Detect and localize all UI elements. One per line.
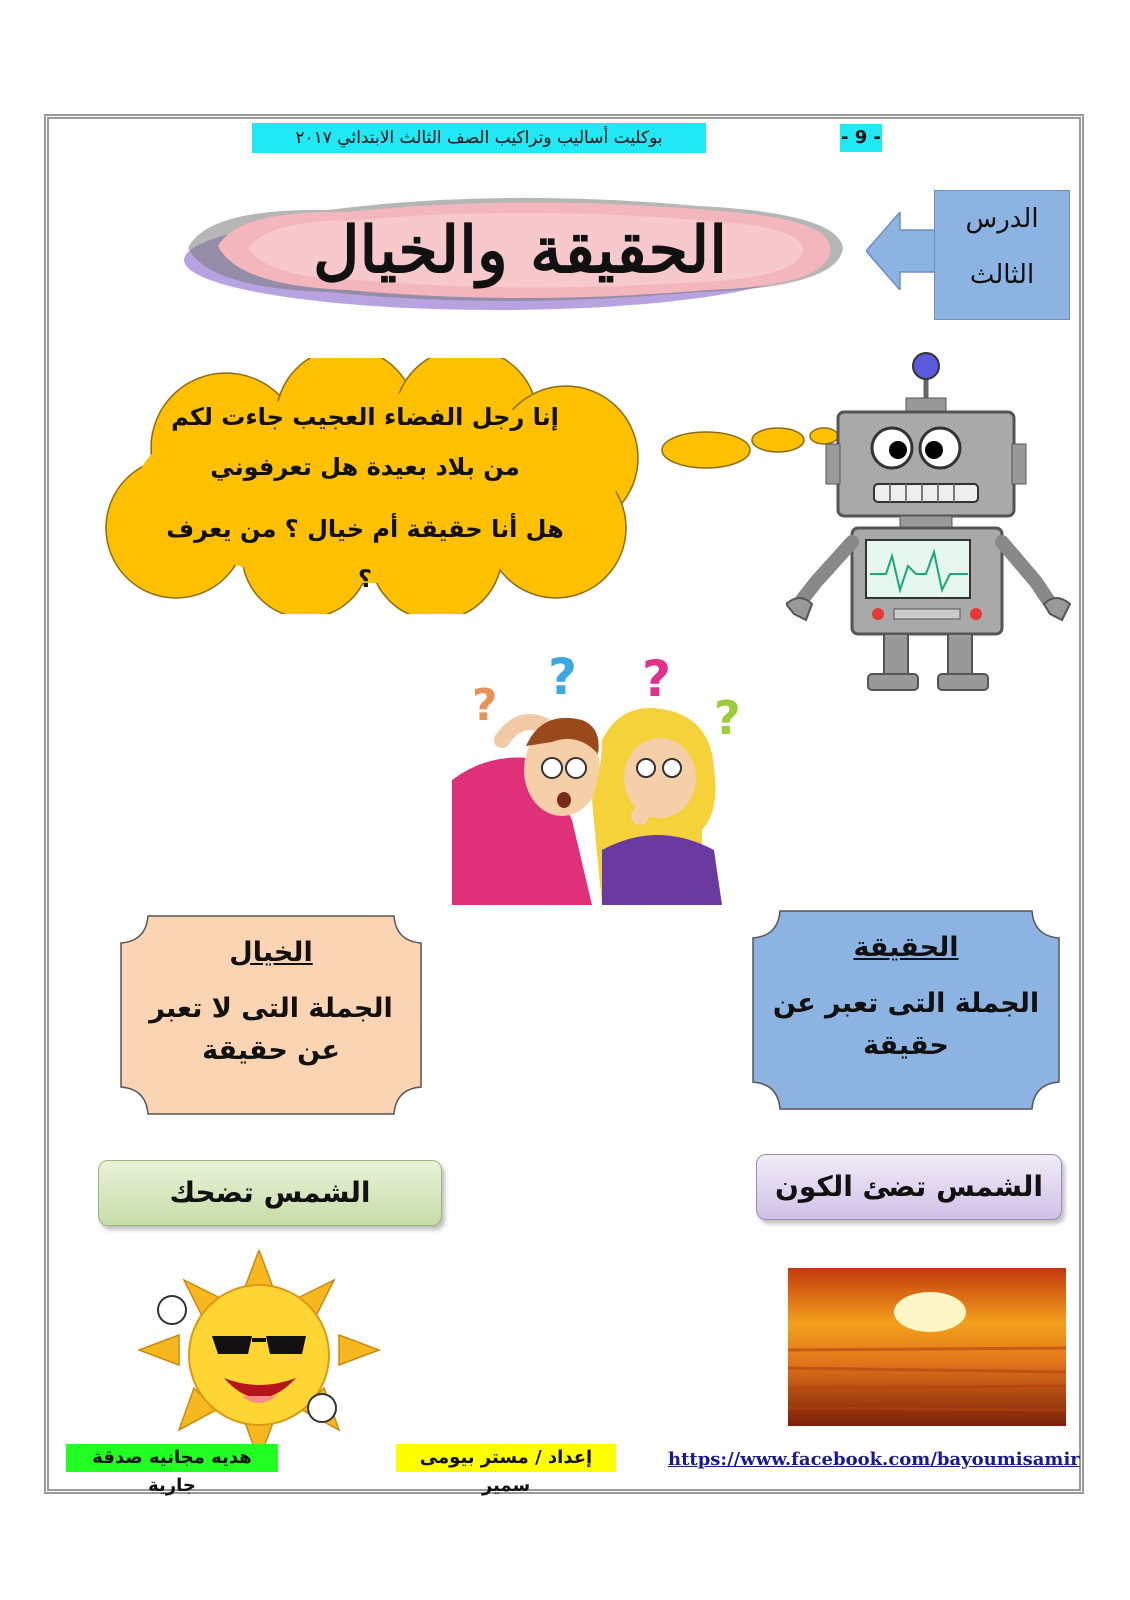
speech-line1: إنا رجل الفضاء العجيب جاءت لكم <box>171 403 559 431</box>
speech-line2: من بلاد بعيدة هل تعرفوني <box>210 453 520 481</box>
fantasy-example: الشمس تضحك <box>98 1160 442 1226</box>
footer-author: إعداد / مستر بيومى سمير <box>396 1444 616 1472</box>
speech-line3: هل أنا حقيقة أم خيال ؟ من يعرف ؟ <box>166 515 564 593</box>
lesson-title: الحقيقة والخيال <box>312 213 728 288</box>
lesson-label-line1: الدرس <box>965 204 1039 234</box>
left-arrow-icon <box>866 212 936 290</box>
smiling-sun-icon <box>134 1250 384 1460</box>
fantasy-title: الخيال <box>229 937 313 968</box>
svg-text:?: ? <box>642 650 672 708</box>
confused-kids-icon <box>452 650 764 910</box>
speech-text <box>160 392 570 593</box>
svg-text:?: ? <box>472 680 498 731</box>
lesson-label-box <box>934 190 1070 320</box>
fantasy-definition: الجملة التى لا تعبر عن حقيقة <box>149 993 393 1066</box>
footer-free-gift: هديه مجانيه صدقة جارية <box>66 1444 278 1472</box>
fact-example: الشمس تضئ الكون <box>756 1154 1062 1220</box>
fact-definition: الجملة التى تعبر عن حقيقة <box>772 988 1040 1061</box>
fact-box <box>766 910 1046 1110</box>
lesson-label-line2: الثالث <box>969 260 1035 290</box>
robot-icon <box>786 352 1086 692</box>
page-number: - 9 - <box>840 124 882 152</box>
sunset-icon <box>788 1268 1066 1426</box>
facebook-link[interactable]: https://www.facebook.com/bayoumisamir <box>668 1449 1080 1470</box>
fantasy-box <box>130 915 412 1115</box>
svg-text:?: ? <box>548 650 578 706</box>
svg-text:?: ? <box>714 691 741 745</box>
booklet-title: بوكليت أساليب وتراكيب الصف الثالث الابتدائي ٢٠١٧ <box>252 123 706 153</box>
fact-title: الحقيقة <box>853 932 959 963</box>
